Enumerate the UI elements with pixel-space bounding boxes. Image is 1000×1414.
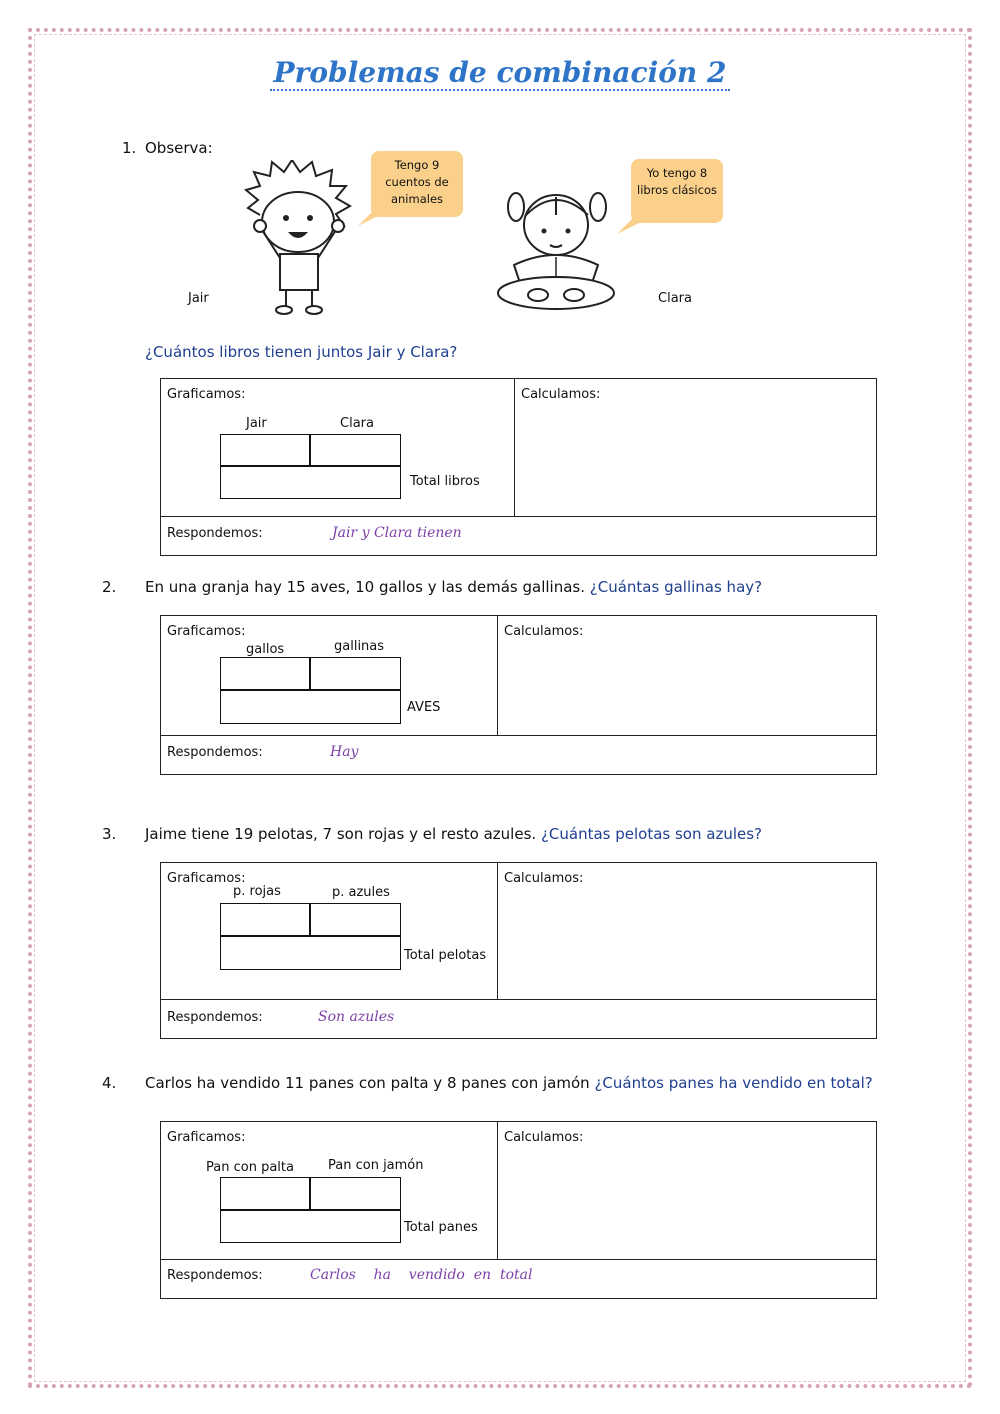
- q2-total-box[interactable]: [220, 689, 401, 724]
- q3-part-a-box[interactable]: [220, 903, 311, 937]
- q3-total-label: Total pelotas: [404, 948, 487, 963]
- q2-row-divider: [160, 735, 877, 736]
- q1-number: 1.: [122, 139, 137, 157]
- jair-label: Jair: [188, 291, 209, 306]
- q4-total-label: Total panes: [404, 1220, 478, 1235]
- q4-part-b-box[interactable]: [309, 1177, 401, 1211]
- q2-calculamos-label: Calculamos:: [504, 624, 584, 639]
- q1-part-a-label: Jair: [246, 416, 267, 431]
- q1-calculamos-label: Calculamos:: [521, 387, 601, 402]
- q3-part-b-box[interactable]: [309, 903, 401, 937]
- q3-column-divider: [497, 862, 498, 1000]
- q4-calculamos-label: Calculamos:: [504, 1130, 584, 1145]
- q4-answer-text[interactable]: Carlos ha vendido en total: [310, 1267, 533, 1283]
- q1-column-divider: [514, 378, 515, 517]
- q2-answer-text[interactable]: Hay: [330, 744, 359, 760]
- q1-question: ¿Cuántos libros tienen juntos Jair y Clara?: [145, 343, 458, 361]
- boy-illustration: [240, 160, 360, 315]
- clara-speech-bubble: Yo tengo 8 libros clásicos: [631, 159, 723, 223]
- q2-graficamos-label: Graficamos:: [167, 624, 246, 639]
- q1-part-b-box[interactable]: [309, 434, 401, 467]
- q2-part-b-box[interactable]: [309, 657, 401, 691]
- q3-number: 3.: [102, 825, 117, 843]
- q1-total-box[interactable]: [220, 465, 401, 499]
- jair-speech-bubble: Tengo 9 cuentos de animales: [371, 151, 463, 217]
- q4-respondemos-label: Respondemos:: [167, 1268, 263, 1283]
- q1-graficamos-label: Graficamos:: [167, 387, 246, 402]
- q2-statement: En una granja hay 15 aves, 10 gallos y las demás gallinas. ¿Cuántas gallinas hay?: [145, 578, 763, 596]
- q2-number: 2.: [102, 578, 117, 596]
- q4-statement: Carlos ha vendido 11 panes con palta y 8 panes con jamón ¿Cuántos panes ha vendido en total?: [145, 1074, 873, 1092]
- q3-graficamos-label: Graficamos:: [167, 871, 246, 886]
- clara-label: Clara: [658, 291, 692, 306]
- q4-part-b-label: Pan con jamón: [328, 1158, 424, 1173]
- q4-column-divider: [497, 1121, 498, 1260]
- q2-column-divider: [497, 615, 498, 736]
- q3-part-b-label: p. azules: [332, 885, 390, 900]
- q3-respondemos-label: Respondemos:: [167, 1010, 263, 1025]
- q4-part-a-box[interactable]: [220, 1177, 311, 1211]
- q2-respondemos-label: Respondemos:: [167, 745, 263, 760]
- girl-reading-illustration: [494, 185, 619, 313]
- q1-part-b-label: Clara: [340, 416, 374, 431]
- q1-answer-text[interactable]: Jair y Clara tienen: [332, 525, 462, 541]
- q2-part-b-label: gallinas: [334, 639, 385, 654]
- q3-answer-text[interactable]: Son azules: [318, 1009, 395, 1025]
- page-title: Problemas de combinación 2: [0, 56, 1000, 89]
- q1-part-a-box[interactable]: [220, 434, 311, 467]
- q4-row-divider: [160, 1259, 877, 1260]
- q3-statement: Jaime tiene 19 pelotas, 7 son rojas y el resto azules. ¿Cuántas pelotas son azules?: [145, 825, 762, 843]
- q4-number: 4.: [102, 1074, 117, 1092]
- q3-calculamos-label: Calculamos:: [504, 871, 584, 886]
- clara-bubble-tail: [615, 208, 655, 238]
- q1-prompt: Observa:: [145, 139, 213, 157]
- q2-total-label: AVES: [407, 700, 441, 715]
- q3-total-box[interactable]: [220, 935, 401, 970]
- q2-part-a-label: gallos: [246, 642, 285, 657]
- q1-row-divider: [160, 516, 877, 517]
- q4-graficamos-label: Graficamos:: [167, 1130, 246, 1145]
- q1-respondemos-label: Respondemos:: [167, 526, 263, 541]
- q4-part-a-label: Pan con palta: [206, 1160, 294, 1175]
- q3-part-a-label: p. rojas: [233, 884, 281, 899]
- jair-bubble-tail: [356, 200, 396, 230]
- q1-total-label: Total libros: [410, 474, 480, 489]
- q3-row-divider: [160, 999, 877, 1000]
- q4-total-box[interactable]: [220, 1209, 401, 1243]
- q2-part-a-box[interactable]: [220, 657, 311, 691]
